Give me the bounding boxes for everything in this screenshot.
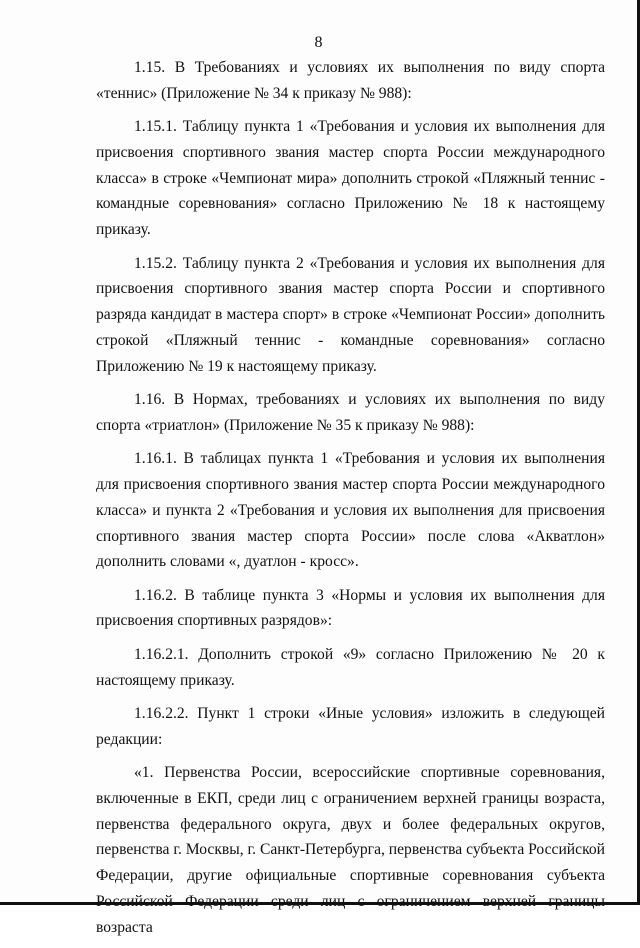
paragraph-1-15: 1.15. В Требованиях и условиях их выполнения по виду спорта «теннис» (Приложение № 34 к приказу № 988): [96, 59, 605, 102]
paragraph-1-15-2: 1.15.2. Таблицу пункта 2 «Требования и условия их выполнения для присвоения спортивного звания мастер спорта России и спортивного разряда кандидат в мастера спорт» в строке «Чемпионат России» дополнить строкой «Пляжный теннис - командные соревнования» согласно Приложению № 19 к настоящему приказу. [96, 254, 605, 375]
paragraph-1-16-1: 1.16.1. В таблицах пункта 1 «Требования и условия их выполнения для присвоения спортивного звания мастер спорта России международного класса» и пункта 2 «Требования и условия их выполнения для присвоения спортивного звания мастер спорта России» после слова «Акватлон» дополнить словами «, дуатлон - кросс». [96, 450, 605, 571]
paragraph-1-16-2: 1.16.2. В таблице пункта 3 «Нормы и условия их выполнения для присвоения спортивных разрядов»: [96, 586, 605, 630]
paragraph-1-16: 1.16. В Нормах, требованиях и условиях их выполнения по виду спорта «триатлон» (Приложение № 35 к приказу № 988): [96, 391, 605, 434]
page-number: 8 [314, 34, 323, 51]
paragraph-1-15-1: 1.15.1. Таблицу пункта 1 «Требования и условия их выполнения для присвоения спортивного звания мастер спорта России международного класса» в строке «Чемпионат мира» дополнить строкой «Пляжный теннис - командные соревнования» согласно Приложению № 18 к настоящему приказу. [96, 118, 605, 239]
paragraph-1-16-2-2: 1.16.2.2. Пункт 1 строки «Иные условия» изложить в следующей редакции: [96, 704, 605, 748]
document-body [96, 55, 605, 948]
paragraph-quoted-item-1: «1. Первенства России, всероссийские спортивные соревнования, включенные в ЕКП, среди лиц с ограничением верхней границы возраста, первенства федерального округа, двух и более федеральных округов, первенства г. Москвы, г. Санкт-Петербурга, первенства субъекта Российской Федерации, другие официальные спортивные соревнования субъекта Российской Федерации среди лиц с ограничением верхней границы возраста [96, 763, 605, 936]
paragraph-1-16-2-1: 1.16.2.1. Дополнить строкой «9» согласно Приложению № 20 к настоящему приказу. [96, 645, 605, 689]
